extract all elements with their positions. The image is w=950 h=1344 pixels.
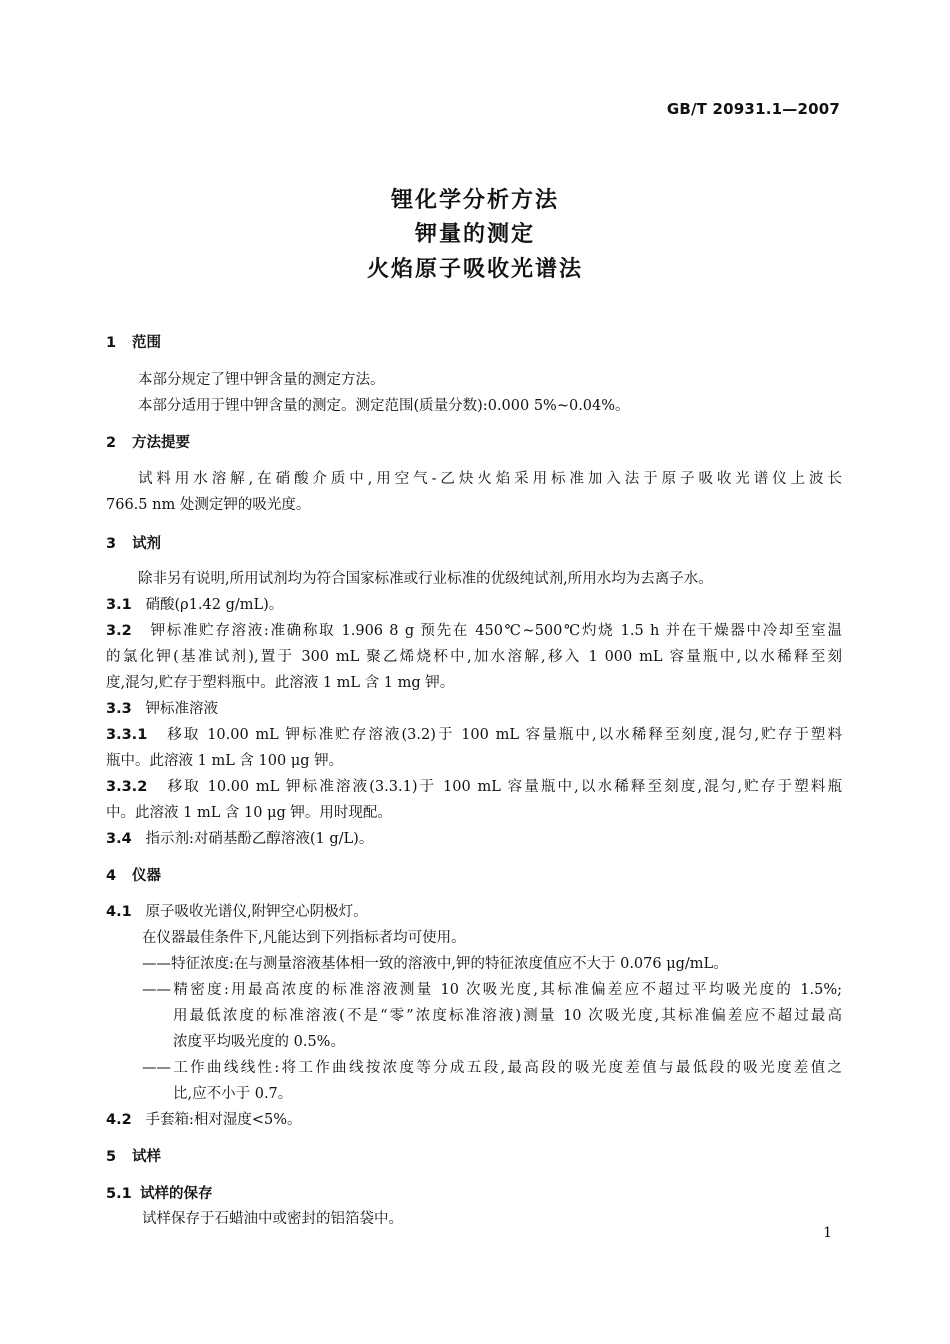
clause-number: 3.1 <box>106 597 132 613</box>
clause-number: 3.2 <box>106 623 132 639</box>
subsection-heading-sample-storage <box>106 1182 213 1203</box>
clause-text: 指示剂:对硝基酚乙醇溶液(1 g/L)。 <box>145 831 374 847</box>
clause-number: 3.3 <box>106 701 132 717</box>
section-title: 试剂 <box>132 536 161 552</box>
section-heading-apparatus <box>106 864 161 885</box>
clause-number: 3.4 <box>106 831 132 847</box>
standard-code: GB/T 20931.1—2007 <box>666 100 840 118</box>
clause-text: 移取 10.00 mL 钾标准溶液(3.3.1)于 100 mL 容量瓶中,以水稀释至刻度,混匀,贮存于塑料瓶 <box>167 779 843 795</box>
clause-text: 钾标准贮存溶液:准确称取 1.906 8 g 预先在 450℃~500℃灼烧 1.5 h 并在干燥器中冷却至室温 <box>150 623 842 639</box>
clause-3-1 <box>106 593 283 614</box>
section-title: 范围 <box>132 335 161 351</box>
paragraph-line: 中。此溶液 1 mL 含 10 μg 钾。用时现配。 <box>106 805 392 821</box>
paragraph-line: 瓶中。此溶液 1 mL 含 100 μg 钾。 <box>106 753 344 769</box>
paragraph-line: 的氯化钾(基准试剂),置于 300 mL 聚乙烯烧杯中,加水溶解,移入 1 000 mL 容量瓶中,以水稀释至刻 <box>106 649 842 665</box>
section-heading-reagents <box>106 532 161 553</box>
clause-3-4 <box>106 827 373 848</box>
section-heading-principle <box>106 431 190 452</box>
clause-3-3 <box>106 697 218 718</box>
paragraph-line: 用最低浓度的标准溶液(不是“零”浓度标准溶液)测量 10 次吸光度,其标准偏差应不超过最高 <box>173 1008 842 1024</box>
section-title: 试样的保存 <box>140 1186 213 1202</box>
paragraph-line: 在仪器最佳条件下,凡能达到下列指标者均可使用。 <box>142 930 466 946</box>
section-number: 5.1 <box>106 1186 132 1202</box>
paragraph-line: 766.5 nm 处测定钾的吸光度。 <box>106 497 311 513</box>
paragraph-line: 浓度平均吸光度的 0.5%。 <box>173 1034 345 1050</box>
section-number: 2 <box>106 435 117 451</box>
clause-number: 3.3.2 <box>106 779 148 795</box>
dash-item-precision: ——精密度:用最高浓度的标准溶液测量 10 次吸光度,其标准偏差应不超过平均吸光度的 1.5%; <box>142 982 842 998</box>
clause-text: 原子吸收光谱仪,附钾空心阴极灯。 <box>145 904 368 920</box>
title-line-3: 火焰原子吸收光谱法 <box>366 257 583 282</box>
paragraph-line: 本部分规定了锂中钾含量的测定方法。 <box>138 372 385 388</box>
paragraph-line: 比,应不小于 0.7。 <box>173 1086 293 1102</box>
clause-number: 4.2 <box>106 1112 132 1128</box>
section-title: 方法提要 <box>132 435 190 451</box>
page-number: 1 <box>823 1225 832 1241</box>
clause-number: 4.1 <box>106 904 132 920</box>
clause-text: 移取 10.00 mL 钾标准贮存溶液(3.2)于 100 mL 容量瓶中,以水稀释至刻度,混匀,贮存于塑料 <box>167 727 843 743</box>
clause-number: 3.3.1 <box>106 727 148 743</box>
paragraph-line: 试样保存于石蜡油中或密封的铝箔袋中。 <box>142 1211 403 1227</box>
section-number: 1 <box>106 335 117 351</box>
dash-item-characteristic-concentration: ——特征浓度:在与测量溶液基体相一致的溶液中,钾的特征浓度值应不大于 0.076 μg/mL。 <box>142 956 728 972</box>
section-heading-sample <box>106 1145 161 1166</box>
title-line-2: 钾量的测定 <box>414 222 535 247</box>
section-number: 4 <box>106 868 117 884</box>
clause-3-3-1 <box>106 723 842 744</box>
section-number: 5 <box>106 1149 117 1165</box>
section-number: 3 <box>106 536 117 552</box>
clause-4-1 <box>106 900 368 921</box>
title-line-1: 锂化学分析方法 <box>390 188 559 213</box>
clause-text: 钾标准溶液 <box>145 701 219 717</box>
section-title: 仪器 <box>132 868 161 884</box>
paragraph-line: 除非另有说明,所用试剂均为符合国家标准或行业标准的优级纯试剂,所用水均为去离子水。 <box>138 571 713 587</box>
clause-3-3-2 <box>106 775 842 796</box>
dash-item-linearity: ——工作曲线线性:将工作曲线按浓度等分成五段,最高段的吸光度差值与最低段的吸光度差值之 <box>142 1060 842 1076</box>
section-title: 试样 <box>132 1149 161 1165</box>
clause-3-2 <box>106 619 842 640</box>
clause-4-2 <box>106 1108 302 1129</box>
clause-text: 硝酸(ρ1.42 g/mL)。 <box>145 597 284 613</box>
paragraph-line: 本部分适用于锂中钾含量的测定。测定范围(质量分数):0.000 5%~0.04%。 <box>138 398 630 414</box>
clause-text: 手套箱:相对湿度<5%。 <box>145 1112 302 1128</box>
section-heading-scope <box>106 331 161 352</box>
paragraph-line: 试料用水溶解,在硝酸介质中,用空气-乙炔火焰采用标准加入法于原子吸收光谱仪上波长 <box>138 471 842 487</box>
paragraph-line: 度,混匀,贮存于塑料瓶中。此溶液 1 mL 含 1 mg 钾。 <box>106 675 455 691</box>
